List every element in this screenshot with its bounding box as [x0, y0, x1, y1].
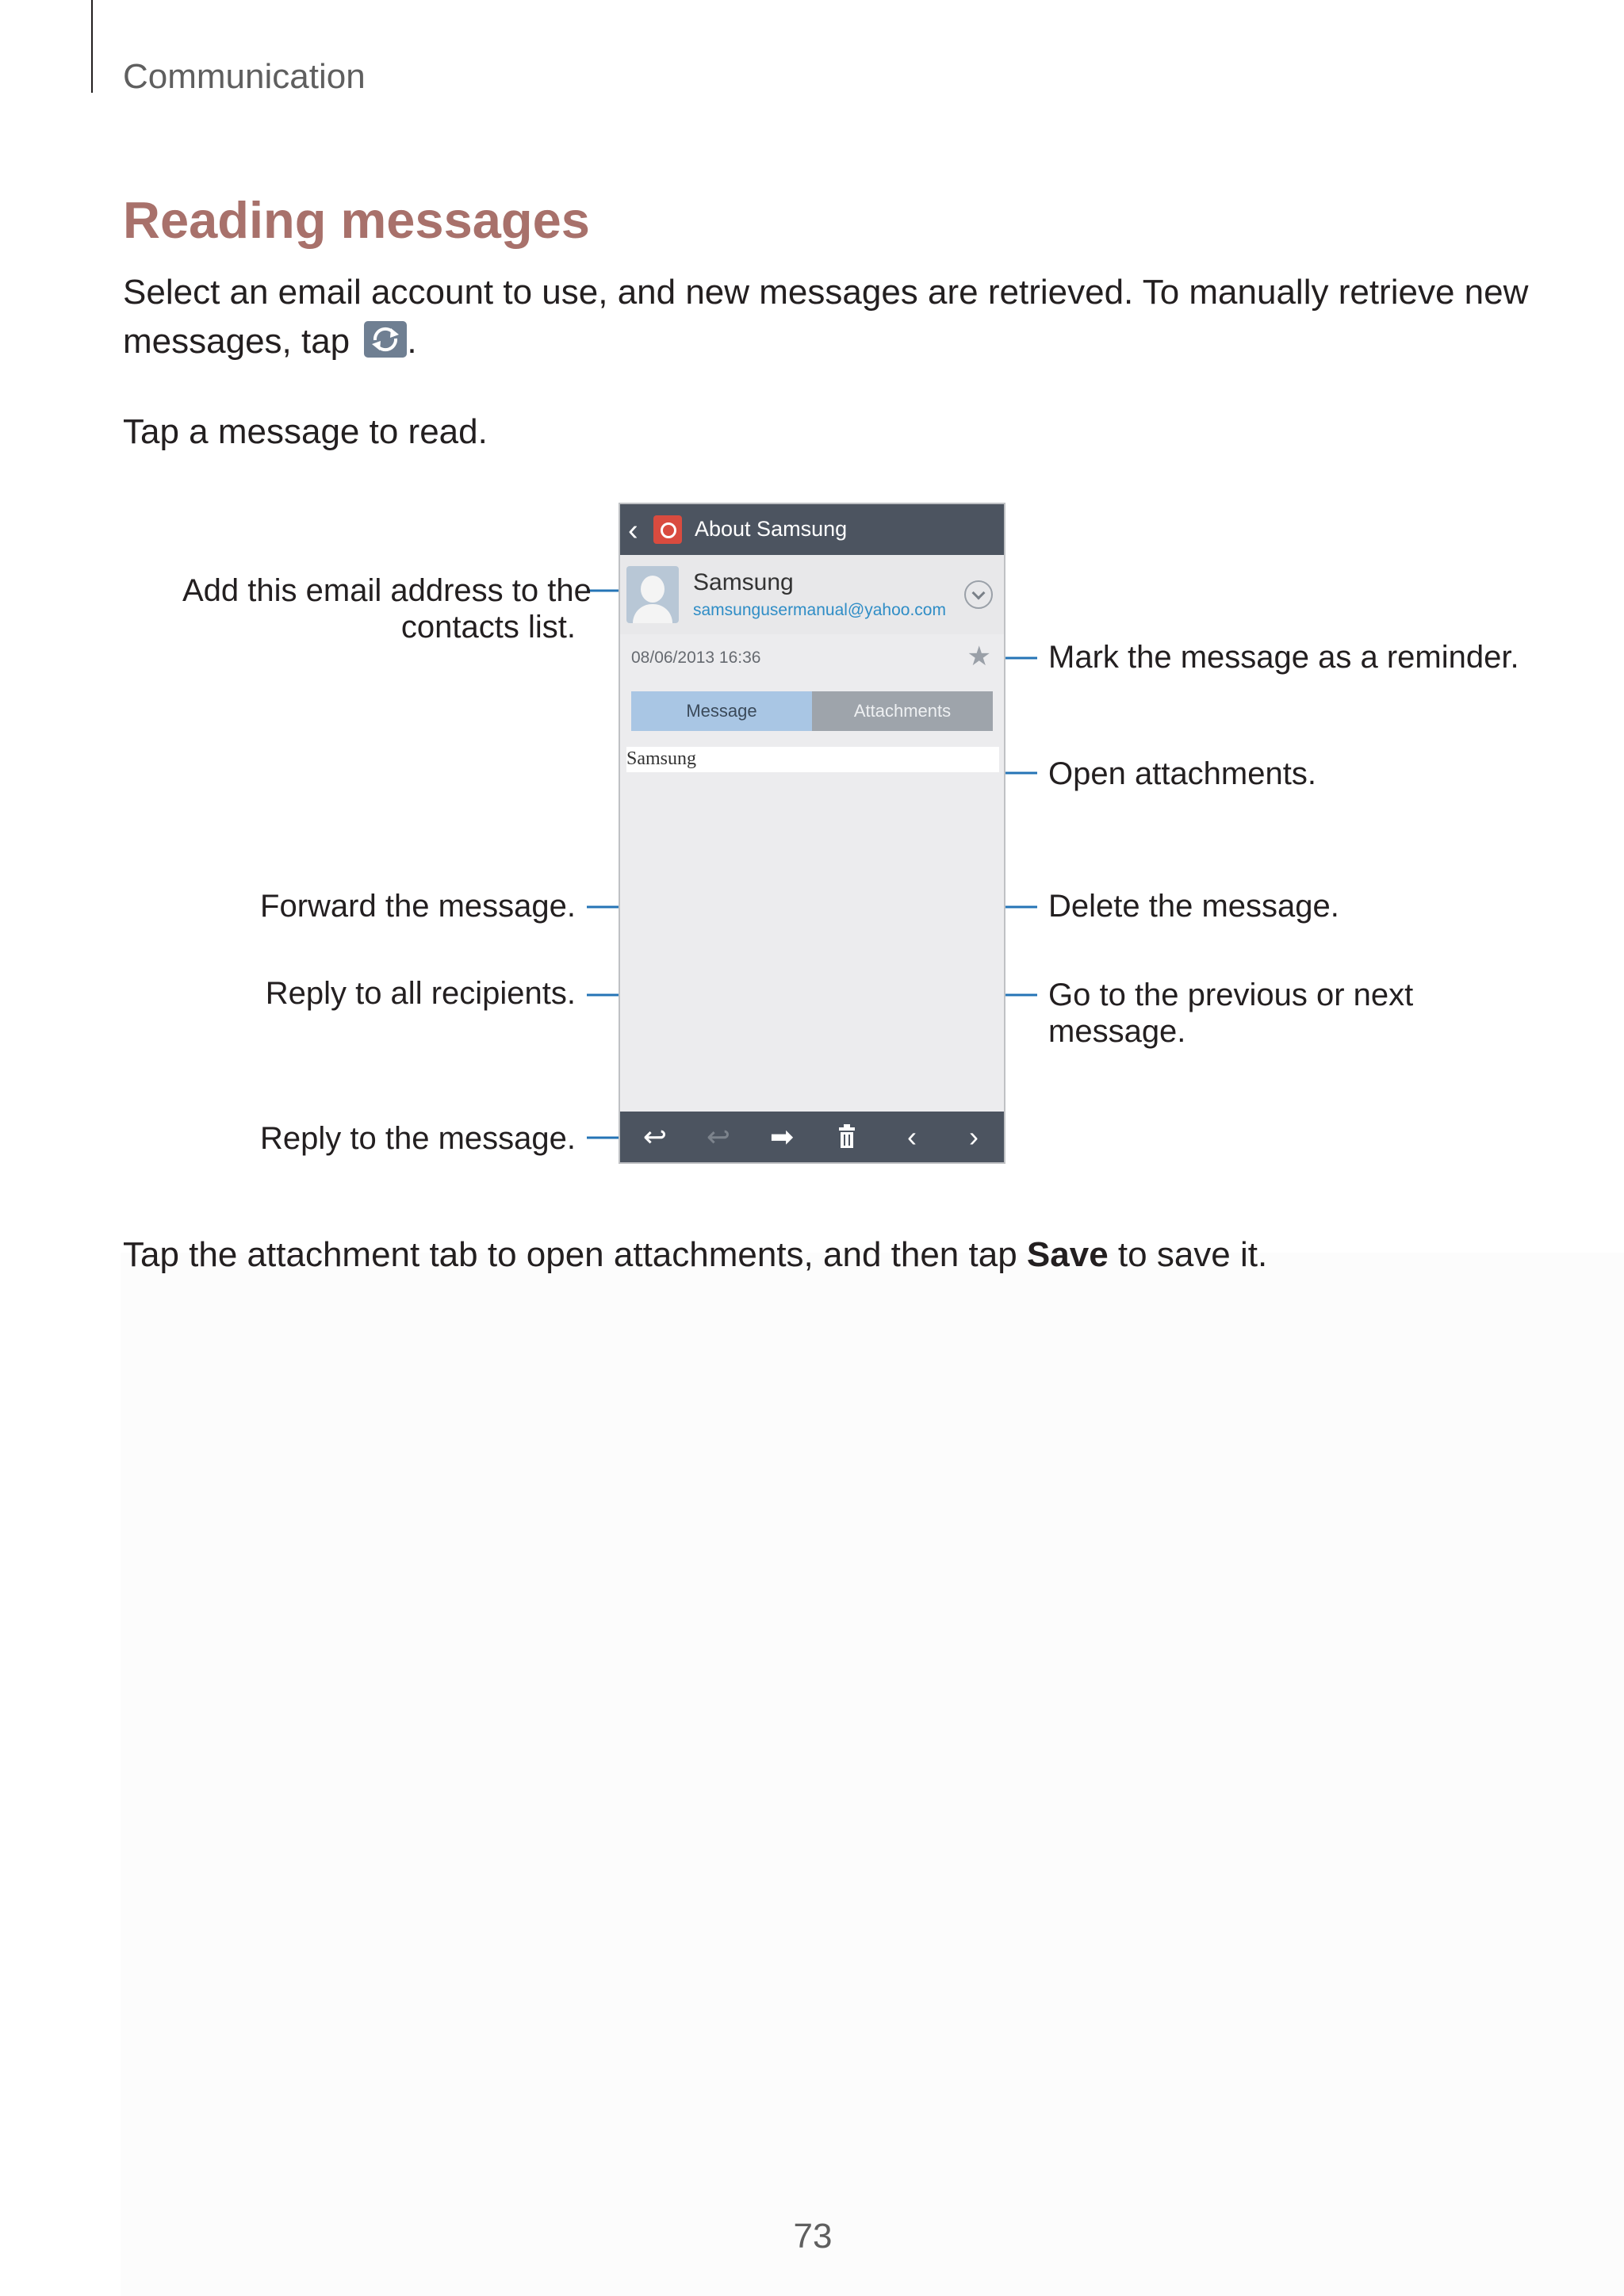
callout-prev-next-line1: Go to the previous or next [1048, 978, 1414, 1012]
callout-add-contact [182, 572, 592, 645]
forward-icon[interactable]: ➡ [769, 1120, 795, 1153]
tab-attachments[interactable]: Attachments [812, 691, 993, 731]
closing-text-after: to save it. [1108, 1235, 1268, 1274]
reply-icon[interactable]: ↩ [642, 1120, 668, 1153]
callout-forward: Forward the message. [260, 889, 576, 924]
callout-prev-next [1048, 977, 1413, 1050]
callout-add-contact-line1: Add this email address to the [182, 573, 592, 608]
callout-reply: Reply to the message. [260, 1121, 576, 1156]
section-header: Communication [123, 57, 366, 96]
save-keyword: Save [1026, 1235, 1109, 1274]
callout-mark-reminder: Mark the message as a reminder. [1048, 640, 1519, 675]
page-heading: Reading messages [123, 191, 590, 249]
chevron-down-circle-icon[interactable] [964, 580, 993, 609]
next-message-chevron-right-icon[interactable]: › [969, 1120, 979, 1153]
email-app-icon [653, 515, 682, 544]
phone-title-bar [620, 504, 1004, 555]
previous-message-chevron-left-icon[interactable]: ‹ [907, 1120, 917, 1153]
phone-message-subject: About Samsung [695, 517, 848, 541]
contact-avatar-icon[interactable] [626, 566, 679, 623]
closing-text-before: Tap the attachment tab to open attachments, and then tap [123, 1235, 1027, 1274]
reply-all-icon[interactable]: ↩ [706, 1120, 731, 1153]
message-date: 08/06/2013 16:36 [631, 649, 761, 667]
sender-name: Samsung [693, 569, 794, 595]
sender-email: samsungusermanual@yahoo.com [693, 601, 946, 619]
star-icon[interactable]: ★ [967, 641, 991, 672]
callout-delete: Delete the message. [1048, 889, 1339, 924]
intro-text: Select an email account to use, and new messages are retrieved. To manually retrieve new messages, tap [123, 273, 1529, 361]
callout-add-contact-line2: contacts list. [400, 610, 576, 645]
page-background [121, 1253, 1624, 2296]
message-tabs [631, 691, 993, 731]
closing-paragraph [123, 1230, 1267, 1280]
callout-reply-all: Reply to all recipients. [265, 976, 576, 1011]
phone-action-bar [620, 1112, 1004, 1162]
intro-period: . [407, 322, 417, 361]
phone-screenshot [619, 503, 1005, 1164]
page-number: 73 [793, 2217, 833, 2256]
message-body-text: Samsung [626, 748, 697, 769]
callout-open-attachments: Open attachments. [1048, 756, 1316, 791]
trash-icon[interactable] [828, 1118, 866, 1156]
instruction-text: Tap a message to read. [123, 412, 488, 451]
callout-prev-next-line2: message. [1048, 1014, 1186, 1049]
tab-message[interactable]: Message [631, 691, 812, 731]
chevron-left-icon[interactable]: ‹ [628, 514, 638, 547]
sender-row [620, 555, 1004, 634]
